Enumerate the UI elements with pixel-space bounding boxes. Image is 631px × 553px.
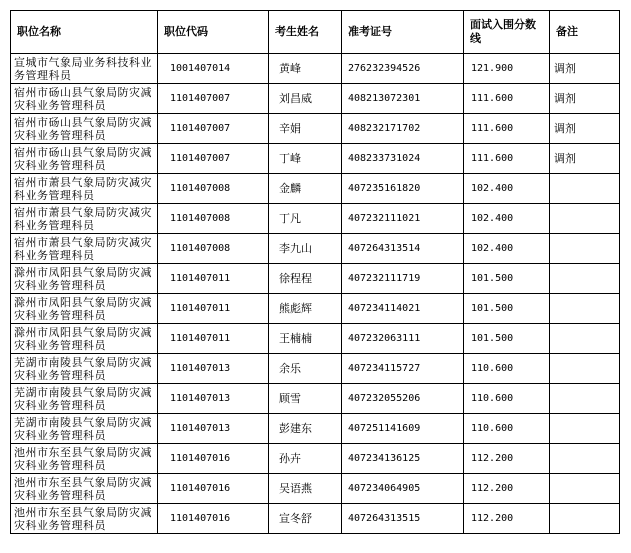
interview-shortlist-table [10, 10, 620, 534]
header-name: 考生姓名 [269, 11, 342, 54]
ticket-cell: 408213072301 [342, 84, 464, 114]
position-cell: 滁州市凤阳县气象局防灾减灾科业务管理科员 [11, 324, 158, 354]
ticket-cell: 408232171702 [342, 114, 464, 144]
table-row [11, 414, 620, 444]
header-ticket: 准考证号 [342, 11, 464, 54]
table-row [11, 204, 620, 234]
header-row [11, 11, 620, 54]
score-cell: 102.400 [464, 234, 550, 264]
note-cell [550, 324, 620, 354]
note-cell: 调剂 [550, 144, 620, 174]
ticket-cell: 407234064905 [342, 474, 464, 504]
score-cell: 121.900 [464, 54, 550, 84]
code-cell: 1101407016 [158, 504, 269, 534]
note-cell [550, 354, 620, 384]
header-note: 备注 [550, 11, 620, 54]
position-cell: 宿州市砀山县气象局防灾减灾科业务管理科员 [11, 144, 158, 174]
ticket-cell: 276232394526 [342, 54, 464, 84]
name-cell: 金麟 [269, 174, 342, 204]
table-body [11, 54, 620, 534]
note-cell: 调剂 [550, 54, 620, 84]
ticket-cell: 407232055206 [342, 384, 464, 414]
code-cell: 1101407016 [158, 474, 269, 504]
note-cell: 调剂 [550, 114, 620, 144]
position-cell: 宿州市萧县气象局防灾减灾科业务管理科员 [11, 234, 158, 264]
ticket-cell: 407234136125 [342, 444, 464, 474]
name-cell: 吴语燕 [269, 474, 342, 504]
note-cell [550, 294, 620, 324]
score-cell: 112.200 [464, 504, 550, 534]
note-cell [550, 264, 620, 294]
ticket-cell: 407264313515 [342, 504, 464, 534]
note-cell [550, 474, 620, 504]
name-cell: 余乐 [269, 354, 342, 384]
note-cell [550, 234, 620, 264]
score-cell: 111.600 [464, 84, 550, 114]
table-row [11, 114, 620, 144]
table-row [11, 384, 620, 414]
header-code: 职位代码 [158, 11, 269, 54]
score-cell: 101.500 [464, 264, 550, 294]
name-cell: 孙卉 [269, 444, 342, 474]
position-cell: 滁州市凤阳县气象局防灾减灾科业务管理科员 [11, 294, 158, 324]
position-cell: 芜湖市南陵县气象局防灾减灾科业务管理科员 [11, 354, 158, 384]
name-cell: 宣冬舒 [269, 504, 342, 534]
code-cell: 1101407007 [158, 84, 269, 114]
code-cell: 1101407008 [158, 204, 269, 234]
code-cell: 1101407013 [158, 414, 269, 444]
ticket-cell: 407232111719 [342, 264, 464, 294]
score-cell: 110.600 [464, 384, 550, 414]
note-cell [550, 504, 620, 534]
ticket-cell: 407234114021 [342, 294, 464, 324]
ticket-cell: 407234115727 [342, 354, 464, 384]
name-cell: 黄峰 [269, 54, 342, 84]
code-cell: 1101407007 [158, 114, 269, 144]
name-cell: 丁峰 [269, 144, 342, 174]
position-cell: 宣城市气象局业务科技科业务管理科员 [11, 54, 158, 84]
position-cell: 宿州市萧县气象局防灾减灾科业务管理科员 [11, 204, 158, 234]
score-cell: 110.600 [464, 414, 550, 444]
position-cell: 宿州市砀山县气象局防灾减灾科业务管理科员 [11, 114, 158, 144]
ticket-cell: 407235161820 [342, 174, 464, 204]
code-cell: 1101407011 [158, 264, 269, 294]
name-cell: 刘昌威 [269, 84, 342, 114]
code-cell: 1101407013 [158, 384, 269, 414]
note-cell [550, 384, 620, 414]
table-row [11, 324, 620, 354]
name-cell: 徐程程 [269, 264, 342, 294]
name-cell: 熊彪辉 [269, 294, 342, 324]
results-table-container [10, 10, 620, 534]
table-row [11, 354, 620, 384]
position-cell: 芜湖市南陵县气象局防灾减灾科业务管理科员 [11, 384, 158, 414]
table-row [11, 144, 620, 174]
name-cell: 顾雪 [269, 384, 342, 414]
ticket-cell: 408233731024 [342, 144, 464, 174]
position-cell: 宿州市萧县气象局防灾减灾科业务管理科员 [11, 174, 158, 204]
header-score: 面试入围分数线 [464, 11, 550, 54]
table-row [11, 174, 620, 204]
score-cell: 111.600 [464, 114, 550, 144]
ticket-cell: 407232111021 [342, 204, 464, 234]
code-cell: 1001407014 [158, 54, 269, 84]
name-cell: 辛娟 [269, 114, 342, 144]
note-cell [550, 414, 620, 444]
note-cell [550, 204, 620, 234]
code-cell: 1101407013 [158, 354, 269, 384]
position-cell: 池州市东至县气象局防灾减灾科业务管理科员 [11, 474, 158, 504]
table-row [11, 84, 620, 114]
code-cell: 1101407011 [158, 324, 269, 354]
code-cell: 1101407016 [158, 444, 269, 474]
note-cell: 调剂 [550, 84, 620, 114]
name-cell: 丁凡 [269, 204, 342, 234]
position-cell: 滁州市凤阳县气象局防灾减灾科业务管理科员 [11, 264, 158, 294]
name-cell: 彭建东 [269, 414, 342, 444]
score-cell: 110.600 [464, 354, 550, 384]
score-cell: 101.500 [464, 324, 550, 354]
note-cell [550, 174, 620, 204]
position-cell: 宿州市砀山县气象局防灾减灾科业务管理科员 [11, 84, 158, 114]
note-cell [550, 444, 620, 474]
code-cell: 1101407011 [158, 294, 269, 324]
code-cell: 1101407008 [158, 174, 269, 204]
table-row [11, 234, 620, 264]
score-cell: 102.400 [464, 204, 550, 234]
position-cell: 池州市东至县气象局防灾减灾科业务管理科员 [11, 504, 158, 534]
position-cell: 池州市东至县气象局防灾减灾科业务管理科员 [11, 444, 158, 474]
name-cell: 李九山 [269, 234, 342, 264]
code-cell: 1101407007 [158, 144, 269, 174]
table-header [11, 11, 620, 54]
score-cell: 112.200 [464, 444, 550, 474]
table-row [11, 54, 620, 84]
score-cell: 102.400 [464, 174, 550, 204]
score-cell: 112.200 [464, 474, 550, 504]
score-cell: 111.600 [464, 144, 550, 174]
score-cell: 101.500 [464, 294, 550, 324]
table-row [11, 504, 620, 534]
ticket-cell: 407264313514 [342, 234, 464, 264]
name-cell: 王楠楠 [269, 324, 342, 354]
ticket-cell: 407232063111 [342, 324, 464, 354]
ticket-cell: 407251141609 [342, 414, 464, 444]
code-cell: 1101407008 [158, 234, 269, 264]
position-cell: 芜湖市南陵县气象局防灾减灾科业务管理科员 [11, 414, 158, 444]
header-position: 职位名称 [11, 11, 158, 54]
table-row [11, 444, 620, 474]
table-row [11, 264, 620, 294]
table-row [11, 294, 620, 324]
table-row [11, 474, 620, 504]
